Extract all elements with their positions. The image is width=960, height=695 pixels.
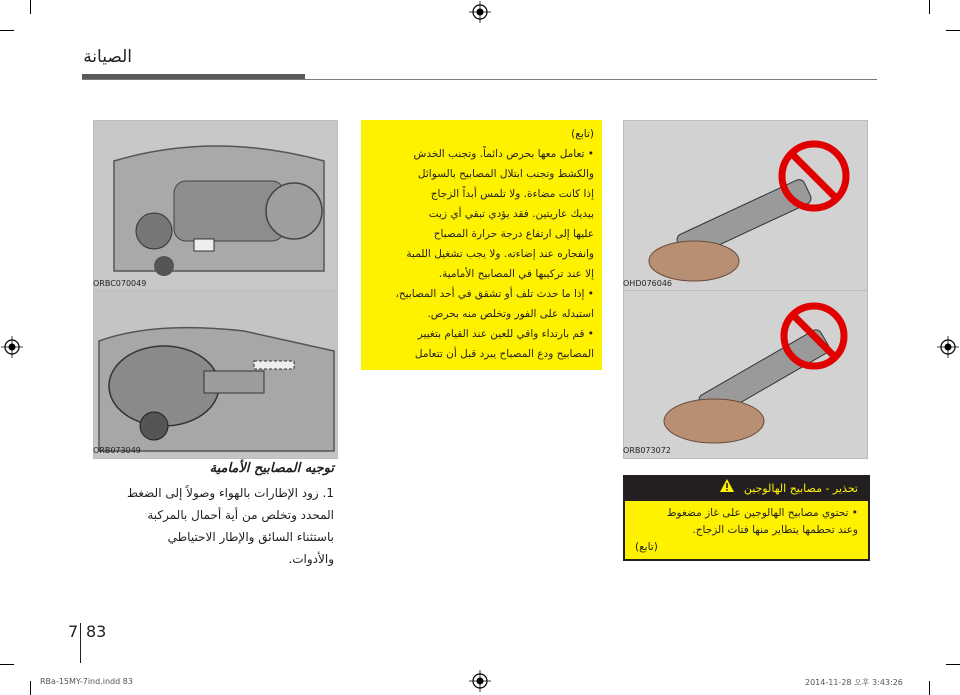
crop-mark <box>929 681 930 695</box>
caution-line: والكشط وتجنب ابتلال المصابيح بالسوائل <box>417 168 594 180</box>
caution-line: المصابيح ودع المصباح يبرد قبل أن تتعامل <box>414 348 594 360</box>
crop-mark <box>0 664 14 665</box>
caution-line: (تابع) <box>571 128 594 140</box>
warning-line: (تابع) <box>635 541 658 553</box>
headlamp-mfr-photo <box>93 120 338 292</box>
registration-mark-icon <box>469 670 491 692</box>
warning-line: • تحتوي مصابيح الهالوجين على غاز مضغوط <box>666 507 858 519</box>
warning-title: تحذير - مصابيح الهالوجين <box>743 482 858 495</box>
crop-mark <box>946 30 960 31</box>
caution-line: وانفجاره عند إضاءته. ولا يجب تشغيل اللمبة <box>406 248 594 260</box>
step-line: باستثناء السائق والإطار الاحتياطي <box>167 530 334 544</box>
caution-line: استبدله على الفور وتخلص منه بحرص. <box>427 308 594 320</box>
bulb-projection-photo <box>623 290 868 459</box>
page-header-title: الصيانة <box>83 47 132 67</box>
headlamp-projection-photo <box>93 290 338 459</box>
warning-line: وعند تحطمها يتطاير منها فتات الزجاج. <box>692 524 858 536</box>
caution-line: عليها إلى ارتفاع درجة حرارة المصباح <box>433 228 594 240</box>
warning-triangle-icon <box>720 477 734 501</box>
crop-mark <box>0 30 14 31</box>
registration-mark-icon <box>937 336 959 358</box>
caution-line: بيديك عاريتين. فقد يؤدي تبقي أي زيت <box>428 208 594 220</box>
header-divider <box>82 79 877 80</box>
caution-line: • قم بارتداء واقي للعين عند القيام بتغيير <box>417 328 594 340</box>
page-number-divider <box>80 623 81 663</box>
crop-mark <box>30 0 31 14</box>
crop-mark <box>946 664 960 665</box>
figure-code: ORB073049 <box>93 446 141 455</box>
figure-code: ORBC070049 <box>93 279 147 288</box>
section-title: توجيه المصابيح الأمامية <box>209 461 334 476</box>
footer-filename: RBa-15MY-7ind.indd 83 <box>40 677 133 686</box>
step-line: المحدد وتخلص من أية أحمال بالمركبة <box>147 508 334 522</box>
page-number: 83 <box>86 622 107 641</box>
crop-mark <box>30 681 31 695</box>
figure-code: OHD076046 <box>623 279 673 288</box>
caution-line: • تعامل معها بحرص دائماً. وتجنب الخدش <box>413 148 594 160</box>
registration-mark-icon <box>1 336 23 358</box>
step-line: والأدوات. <box>288 552 334 566</box>
chapter-number: 7 <box>68 622 79 641</box>
caution-continued-box <box>361 120 602 370</box>
caution-line: إلا عند تركيبها في المصابيح الأمامية. <box>438 268 594 280</box>
warning-header <box>625 477 868 501</box>
caution-line: • إذا ما حدث تلف أو تشقق في أحد المصابيح، <box>395 288 594 300</box>
crop-mark <box>929 0 930 14</box>
warning-box <box>623 475 870 561</box>
step-line: 1. زود الإطارات بالهواء وصولاً إلى الضغط <box>126 486 334 500</box>
figure-code: ORB073072 <box>623 446 671 455</box>
footer-timestamp: 2014-11-28 오후 3:43:26 <box>805 678 903 687</box>
registration-mark-icon <box>469 1 491 23</box>
caution-line: إذا كانت مضاءة. ولا تلمس أبداً الزجاج <box>430 188 594 200</box>
bulb-handling-photo <box>623 120 868 292</box>
